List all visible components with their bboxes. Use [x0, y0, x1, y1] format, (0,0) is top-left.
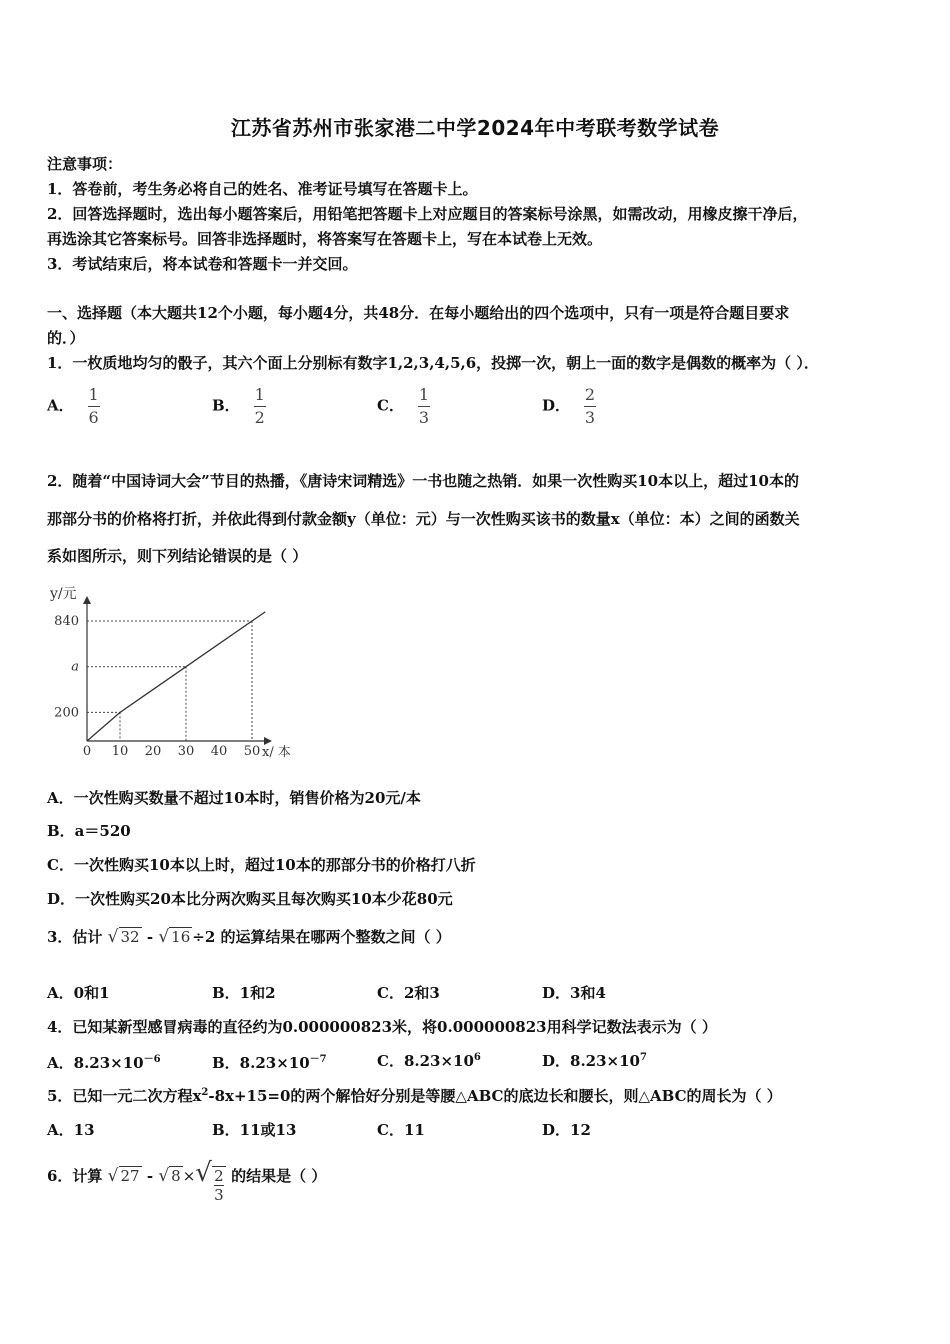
numerator: 1: [88, 385, 99, 404]
option-label: B．: [212, 396, 240, 415]
minus-sign: -: [146, 1167, 154, 1185]
question-2-option-a: A．一次性购买数量不超过10本时，销售价格为20元/本: [47, 789, 421, 807]
option-label: C．: [377, 396, 404, 415]
notice-heading: 注意事项：: [47, 155, 123, 173]
question-2-stem-line-1: 2．随着“中国诗词大会”节目的热播，《唐诗宋词精选》一书也随之热销．如果一次性购买10本以上，超过10本的: [47, 472, 799, 490]
question-2-stem-line-3: 系如图所示，则下列结论错误的是（ ）: [47, 547, 308, 565]
question-4-option-d: [542, 1050, 647, 1071]
y-tick-label-840: 840: [54, 614, 79, 629]
notice-item-2-line-1: 2．回答选择题时，选出每小题答案后，用铅笔把答题卡上对应题目的答案标号涂黑，如需改动，用橡皮擦干净后，: [47, 205, 808, 223]
price-line-extension: [252, 612, 265, 621]
notice-item-2-line-2: 再选涂其它答案标号。回答非选择题时，将答案写在答题卡上，写在本试卷上无效。: [47, 230, 603, 248]
radicand: 32: [120, 928, 140, 946]
x-tick-label-0: 0: [82, 744, 92, 759]
question-1-options: [47, 385, 907, 425]
numerator: 1: [418, 385, 430, 404]
notice-item-1: 1．答卷前，考生务必将自己的姓名、准考证号填写在答题卡上。: [47, 180, 478, 198]
question-5-stem-part-1: 5．已知一元二次方程x: [47, 1087, 202, 1105]
section-1-heading-line-2: 的．）: [47, 329, 85, 347]
exponent: －6: [143, 1054, 161, 1065]
numerator: 2: [584, 385, 596, 404]
x-axis-arrow: [264, 737, 272, 745]
question-2-option-b: B．a＝520: [47, 822, 131, 840]
question-6-prefix: 6．计算: [47, 1167, 103, 1185]
denominator: 3: [418, 408, 430, 427]
y-tick-label-a: a: [71, 659, 79, 675]
square-root-16: √ 16: [158, 927, 191, 947]
fraction: [584, 385, 596, 428]
question-4-options: [47, 1050, 907, 1090]
question-4-option-a: [47, 1050, 161, 1073]
notice-item-3: 3．考试结束后，将本试卷和答题卡一并交回。: [47, 255, 358, 273]
radicand: 16: [171, 928, 191, 946]
question-3-option-b: B．1和2: [212, 984, 276, 1002]
question-2-stem-line-2: 那部分书的价格将打折，并依此得到付款金额y（单位：元）与一次性购买该书的数量x（单位：本）之间的函数关: [47, 510, 800, 528]
radicand: 27: [120, 1167, 140, 1185]
question-4-option-c: [377, 1050, 481, 1071]
question-1-stem: 1．一枚质地均匀的骰子，其六个面上分别标有数字1,2,3,4,5,6，投掷一次，朝上一面的数字是偶数的概率为（ ）．: [47, 354, 819, 372]
numerator: 1: [254, 385, 265, 404]
question-3-stem: [47, 926, 451, 947]
question-5-stem: [47, 1085, 782, 1106]
question-1-option-b: [212, 385, 266, 428]
x-tick-label-10: 10: [111, 744, 129, 759]
option-text: A．8.23×10: [47, 1054, 144, 1072]
question-1-option-c: [377, 385, 430, 428]
denominator: 2: [254, 408, 265, 427]
price-line-series: [87, 621, 252, 741]
option-text: C．8.23×10: [377, 1052, 474, 1070]
denominator: 3: [584, 408, 596, 427]
price-function-chart: [40, 580, 310, 765]
exponent: 6: [473, 1052, 481, 1063]
question-3-prefix: 3．估计: [47, 928, 103, 946]
fraction: [88, 385, 100, 428]
minus-sign: -: [146, 928, 154, 946]
question-3-option-d: D．3和4: [542, 984, 606, 1002]
question-1-option-a: [47, 385, 100, 428]
question-1-option-d: [542, 385, 596, 428]
question-5-option-c: C．11: [377, 1121, 425, 1139]
question-5-stem-part-2: -8x+15=0的两个解恰好分别是等腰△ABC的底边长和腰长，则△ABC的周长为（ ）: [208, 1087, 782, 1105]
question-4-option-b: [212, 1050, 327, 1073]
square-root-32: √ 32: [107, 927, 140, 947]
question-3-suffix: ÷2 的运算结果在哪两个整数之间（ ）: [192, 928, 451, 946]
x-tick-label-40: 40: [210, 744, 228, 759]
x-tick-label-20: 20: [144, 744, 162, 759]
square-root-fraction: √ $\frac{2}{3}$: [195, 1158, 226, 1204]
question-5-option-a: A．13: [47, 1121, 95, 1139]
square-root-27: √ 27: [107, 1166, 140, 1186]
question-5-option-d: D．12: [542, 1121, 591, 1139]
square-root-8: √ 8: [158, 1166, 181, 1186]
option-text: D．8.23×10: [542, 1052, 640, 1070]
section-1-heading-line-1: 一、选择题（本大题共12个小题，每小题4分，共48分．在每小题给出的四个选项中，只有一项是符合题目要求: [47, 304, 790, 322]
denominator: 3: [214, 1186, 224, 1204]
exponent: －7: [309, 1054, 327, 1065]
page-title: 江苏省苏州市张家港二中学2024年中考联考数学试卷: [230, 116, 720, 140]
times-sign: ×: [182, 1167, 196, 1185]
question-5-options: [47, 1119, 907, 1159]
x-axis-label: x/ 本: [262, 745, 291, 760]
radicand: 8: [171, 1167, 181, 1185]
question-3-option-c: C．2和3: [377, 984, 440, 1002]
question-6-suffix: 的结果是（ ）: [231, 1167, 327, 1185]
y-axis-label: y/元: [50, 586, 77, 602]
question-3-option-a: A．0和1: [47, 984, 110, 1002]
exponent: 7: [639, 1052, 647, 1063]
fraction: [254, 385, 266, 428]
y-axis-arrow: [83, 596, 91, 604]
option-label: A．: [47, 396, 74, 415]
question-2-option-c: C．一次性购买10本以上时，超过10本的那部分书的价格打八折: [47, 856, 476, 874]
x-tick-label-30: 30: [177, 744, 195, 759]
x-tick-label-50: 50: [243, 744, 261, 759]
question-4-stem: 4．已知某新型感冒病毒的直径约为0.000000823米，将0.000000823用科学记数法表示为（ ）: [47, 1018, 717, 1036]
denominator: 6: [88, 408, 99, 427]
exponent: 2: [201, 1087, 209, 1098]
question-6-stem: [47, 1158, 326, 1204]
question-5-option-b: B．11或13: [212, 1121, 297, 1139]
fraction: [214, 1167, 224, 1204]
fraction: [418, 385, 430, 428]
option-label: D．: [542, 396, 571, 415]
y-tick-label-200: 200: [54, 705, 79, 721]
numerator: 2: [214, 1167, 224, 1185]
option-text: B．8.23×10: [212, 1054, 310, 1072]
question-2-option-d: D．一次性购买20本比分两次购买且每次购买10本少花80元: [47, 890, 453, 908]
